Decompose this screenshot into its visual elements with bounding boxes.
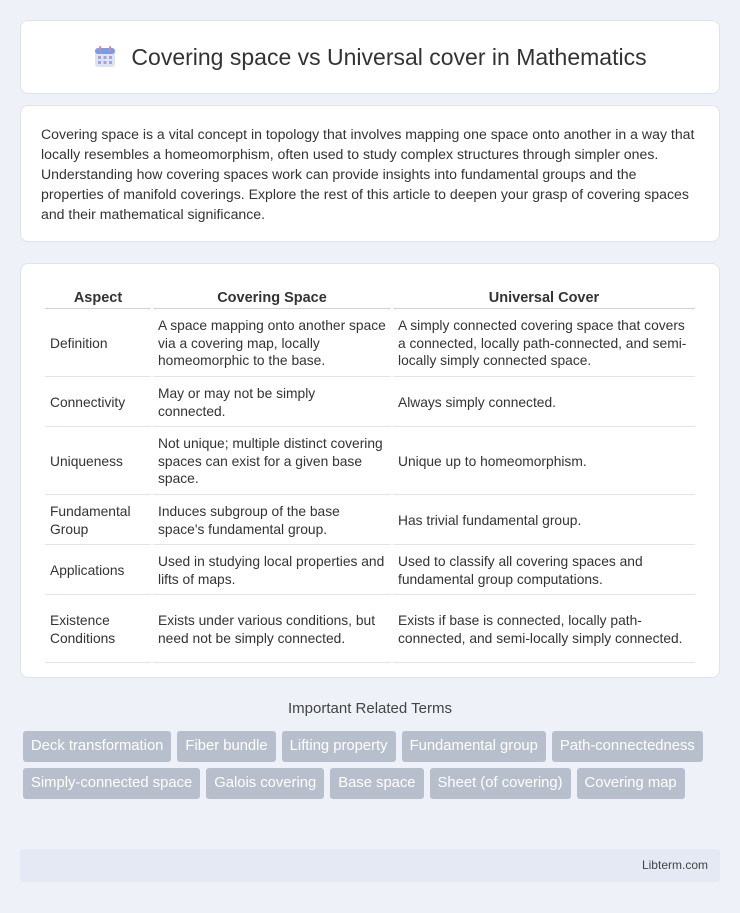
row-covering-space: May or may not be simply connected. bbox=[153, 379, 391, 427]
related-term-tag[interactable]: Galois covering bbox=[206, 768, 324, 799]
row-covering-space: Induces subgroup of the base space's fundamental group. bbox=[153, 497, 391, 545]
table-row bbox=[45, 497, 695, 545]
table-row bbox=[45, 597, 695, 663]
related-terms-list bbox=[23, 731, 723, 805]
row-covering-space: Not unique; multiple distinct covering spaces can exist for a given base space. bbox=[153, 429, 391, 495]
intro-card bbox=[20, 105, 720, 242]
comparison-table-card bbox=[20, 263, 720, 678]
related-term-tag[interactable]: Fiber bundle bbox=[177, 731, 275, 762]
table-header-row bbox=[45, 286, 695, 309]
related-term-tag[interactable]: Sheet (of covering) bbox=[430, 768, 571, 799]
row-universal-cover: Always simply connected. bbox=[393, 379, 695, 427]
table-row bbox=[45, 311, 695, 377]
table-row bbox=[45, 547, 695, 595]
header-universal-cover: Universal Cover bbox=[393, 286, 695, 309]
row-aspect: Fundamental Group bbox=[45, 497, 151, 545]
related-term-tag[interactable]: Covering map bbox=[577, 768, 685, 799]
row-universal-cover: Exists if base is connected, locally path-connected, and semi-locally simply connected. bbox=[393, 597, 695, 663]
related-term-tag[interactable]: Lifting property bbox=[282, 731, 396, 762]
related-term-tag[interactable]: Simply-connected space bbox=[23, 768, 200, 799]
title-card bbox=[20, 20, 720, 94]
table-row bbox=[45, 429, 695, 495]
row-universal-cover: Has trivial fundamental group. bbox=[393, 497, 695, 545]
related-term-tag[interactable]: Deck transformation bbox=[23, 731, 171, 762]
row-aspect: Definition bbox=[45, 311, 151, 377]
footer bbox=[20, 849, 720, 882]
related-term-tag[interactable]: Fundamental group bbox=[402, 731, 546, 762]
row-universal-cover: Unique up to homeomorphism. bbox=[393, 429, 695, 495]
related-terms-title: Important Related Terms bbox=[288, 700, 452, 717]
header-covering-space: Covering Space bbox=[153, 286, 391, 309]
row-covering-space: A space mapping onto another space via a covering map, locally homeomorphic to the base. bbox=[153, 311, 391, 377]
row-aspect: Applications bbox=[45, 547, 151, 595]
table-row bbox=[45, 379, 695, 427]
row-covering-space: Exists under various conditions, but need not be simply connected. bbox=[153, 597, 391, 663]
related-term-tag[interactable]: Path-connectedness bbox=[552, 731, 703, 762]
row-aspect: Existence Conditions bbox=[45, 597, 151, 663]
row-aspect: Uniqueness bbox=[45, 429, 151, 495]
row-universal-cover: Used to classify all covering spaces and fundamental group computations. bbox=[393, 547, 695, 595]
row-universal-cover: A simply connected covering space that covers a connected, locally path-connected, and semi-locally simply connected space. bbox=[393, 311, 695, 377]
row-aspect: Connectivity bbox=[45, 379, 151, 427]
comparison-table bbox=[43, 284, 697, 665]
footer-site-link[interactable]: Libterm.com bbox=[641, 858, 708, 872]
intro-text: Covering space is a vital concept in topology that involves mapping one space onto another in a way that locally resembles a homeomorphism, often used to study complex structures through simpler ones. Understanding how covering spaces work can provide insights into fundamental groups and the properties of manifold coverings. Explore the rest of this article to deepen your grasp of covering spaces and their mathematical significance. bbox=[41, 126, 695, 222]
related-term-tag[interactable]: Base space bbox=[330, 768, 423, 799]
page-title: Covering space vs Universal cover in Mathematics bbox=[131, 43, 647, 70]
calendar-icon bbox=[93, 45, 117, 69]
header-aspect: Aspect bbox=[45, 286, 151, 309]
row-covering-space: Used in studying local properties and lifts of maps. bbox=[153, 547, 391, 595]
